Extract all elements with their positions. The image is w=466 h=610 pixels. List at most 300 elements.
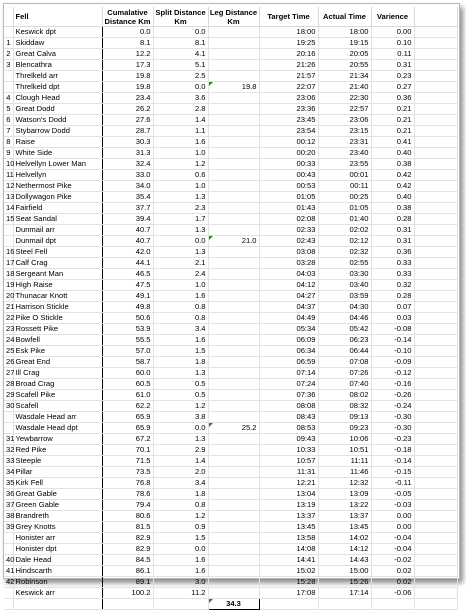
fell-name-cell[interactable] [13,335,102,346]
row-number-cell[interactable] [4,181,13,192]
cumulative-distance-cell[interactable] [102,214,153,225]
variance-cell[interactable] [371,357,414,368]
variance-cell[interactable] [371,434,414,445]
blank-cell[interactable] [414,478,457,489]
blank-cell[interactable] [414,467,457,478]
row-number-cell[interactable] [4,577,13,588]
variance-cell[interactable] [371,192,414,203]
cumulative-distance-cell[interactable] [102,27,153,38]
blank-cell[interactable] [414,566,457,577]
target-time-cell[interactable] [259,445,318,456]
blank-cell[interactable] [414,500,457,511]
fell-name-cell[interactable] [13,93,102,104]
row-number-cell[interactable] [4,236,13,247]
variance-cell[interactable] [371,214,414,225]
leg-distance-cell[interactable] [208,192,259,203]
variance-cell[interactable] [371,324,414,335]
row-number-cell[interactable] [4,137,13,148]
split-distance-cell[interactable] [153,324,208,335]
actual-time-cell[interactable] [318,170,371,181]
variance-cell[interactable] [371,522,414,533]
row-number-cell[interactable] [4,434,13,445]
leg-distance-cell[interactable] [208,423,259,434]
fell-name-cell[interactable] [13,423,102,434]
actual-time-cell[interactable] [318,27,371,38]
cumulative-distance-cell[interactable] [102,236,153,247]
variance-cell[interactable] [371,203,414,214]
blank-cell[interactable] [414,71,457,82]
leg-distance-cell[interactable] [208,379,259,390]
split-distance-cell[interactable] [153,533,208,544]
leg-distance-cell[interactable] [208,577,259,588]
variance-cell[interactable] [371,159,414,170]
cumulative-distance-cell[interactable] [102,49,153,60]
fell-name-cell[interactable] [13,489,102,500]
actual-time-cell[interactable] [318,104,371,115]
blank-cell[interactable] [414,302,457,313]
fell-name-cell[interactable] [13,577,102,588]
variance-cell[interactable] [371,555,414,566]
cumulative-distance-cell[interactable] [102,467,153,478]
leg-distance-cell[interactable] [208,313,259,324]
total-leg-cell[interactable] [208,599,259,610]
fell-name-cell[interactable] [13,434,102,445]
blank-cell[interactable] [414,357,457,368]
leg-distance-cell[interactable] [208,357,259,368]
variance-cell[interactable] [371,577,414,588]
blank-cell[interactable] [414,60,457,71]
cumulative-distance-cell[interactable] [102,544,153,555]
leg-distance-cell[interactable] [208,225,259,236]
row-number-cell[interactable] [4,346,13,357]
fell-name-cell[interactable] [13,412,102,423]
row-number-cell[interactable] [4,60,13,71]
blank-cell[interactable] [414,489,457,500]
split-distance-cell[interactable] [153,60,208,71]
blank-cell[interactable] [414,412,457,423]
variance-cell[interactable] [371,445,414,456]
fell-name-cell[interactable] [13,258,102,269]
actual-time-cell[interactable] [318,533,371,544]
variance-cell[interactable] [371,137,414,148]
fell-name-cell[interactable] [13,291,102,302]
blank-cell[interactable] [414,170,457,181]
actual-time-cell[interactable] [318,346,371,357]
cumulative-distance-cell[interactable] [102,93,153,104]
blank-cell[interactable] [414,423,457,434]
actual-time-cell[interactable] [318,148,371,159]
blank-cell[interactable] [414,445,457,456]
blank-cell[interactable] [414,544,457,555]
blank-cell[interactable] [414,313,457,324]
variance-cell[interactable] [371,93,414,104]
actual-time-cell[interactable] [318,456,371,467]
blank-cell[interactable] [414,456,457,467]
actual-time-cell[interactable] [318,203,371,214]
actual-time-cell[interactable] [318,544,371,555]
leg-distance-cell[interactable] [208,445,259,456]
row-number-cell[interactable] [4,566,13,577]
leg-distance-cell[interactable] [208,115,259,126]
cumulative-distance-cell[interactable] [102,38,153,49]
target-time-cell[interactable] [259,544,318,555]
blank-cell[interactable] [414,269,457,280]
target-time-cell[interactable] [259,148,318,159]
split-distance-cell[interactable] [153,71,208,82]
variance-cell[interactable] [371,423,414,434]
variance-cell[interactable] [371,346,414,357]
cumulative-distance-cell[interactable] [102,445,153,456]
target-time-cell[interactable] [259,258,318,269]
leg-distance-cell[interactable] [208,412,259,423]
row-number-cell[interactable] [4,159,13,170]
leg-distance-cell[interactable] [208,324,259,335]
row-number-cell[interactable] [4,379,13,390]
actual-time-cell[interactable] [318,302,371,313]
split-distance-cell[interactable] [153,445,208,456]
split-distance-cell[interactable] [153,401,208,412]
leg-distance-cell[interactable] [208,159,259,170]
split-distance-cell[interactable] [153,27,208,38]
row-number-cell[interactable] [4,192,13,203]
actual-time-cell[interactable] [318,522,371,533]
actual-time-cell[interactable] [318,335,371,346]
row-number-cell[interactable] [4,170,13,181]
row-number-cell[interactable] [4,357,13,368]
blank-cell[interactable] [414,522,457,533]
fell-name-cell[interactable] [13,445,102,456]
leg-distance-cell[interactable] [208,93,259,104]
actual-time-cell[interactable] [318,467,371,478]
blank-cell[interactable] [414,236,457,247]
blank-cell[interactable] [414,225,457,236]
row-number-cell[interactable] [4,269,13,280]
blank-cell[interactable] [414,38,457,49]
blank-cell[interactable] [414,192,457,203]
row-number-cell[interactable] [4,445,13,456]
fell-name-cell[interactable] [13,137,102,148]
split-distance-cell[interactable] [153,214,208,225]
variance-cell[interactable] [371,511,414,522]
split-distance-cell[interactable] [153,280,208,291]
leg-distance-cell[interactable] [208,247,259,258]
cumulative-distance-cell[interactable] [102,159,153,170]
leg-distance-cell[interactable] [208,335,259,346]
target-time-cell[interactable] [259,555,318,566]
blank-cell[interactable] [414,214,457,225]
cumulative-distance-cell[interactable] [102,489,153,500]
blank-cell[interactable] [414,27,457,38]
actual-time-cell[interactable] [318,247,371,258]
actual-time-cell[interactable] [318,71,371,82]
variance-cell[interactable] [371,379,414,390]
fell-name-cell[interactable] [13,247,102,258]
target-time-cell[interactable] [259,38,318,49]
target-time-cell[interactable] [259,302,318,313]
target-time-cell[interactable] [259,390,318,401]
target-time-cell[interactable] [259,225,318,236]
fell-name-cell[interactable] [13,192,102,203]
split-distance-cell[interactable] [153,93,208,104]
actual-time-cell[interactable] [318,390,371,401]
fell-name-cell[interactable] [13,478,102,489]
fell-name-cell[interactable] [13,38,102,49]
cumulative-distance-cell[interactable] [102,280,153,291]
target-time-cell[interactable] [259,335,318,346]
cumulative-distance-cell[interactable] [102,588,153,599]
variance-cell[interactable] [371,38,414,49]
cumulative-distance-cell[interactable] [102,258,153,269]
actual-time-cell[interactable] [318,82,371,93]
leg-distance-cell[interactable] [208,82,259,93]
split-distance-cell[interactable] [153,368,208,379]
row-number-cell[interactable] [4,93,13,104]
split-distance-cell[interactable] [153,49,208,60]
fell-name-cell[interactable] [13,467,102,478]
target-time-cell[interactable] [259,170,318,181]
target-time-cell[interactable] [259,93,318,104]
actual-time-cell[interactable] [318,291,371,302]
actual-time-cell[interactable] [318,478,371,489]
row-number-cell[interactable] [4,500,13,511]
leg-distance-cell[interactable] [208,170,259,181]
cumulative-distance-cell[interactable] [102,555,153,566]
cumulative-distance-cell[interactable] [102,126,153,137]
split-distance-cell[interactable] [153,159,208,170]
split-distance-cell[interactable] [153,390,208,401]
row-number-cell[interactable] [4,511,13,522]
blank-cell[interactable] [414,93,457,104]
row-number-cell[interactable] [4,38,13,49]
fell-name-cell[interactable] [13,566,102,577]
fell-name-cell[interactable] [13,214,102,225]
variance-cell[interactable] [371,126,414,137]
actual-time-cell[interactable] [318,137,371,148]
cumulative-distance-cell[interactable] [102,313,153,324]
row-number-cell[interactable] [4,203,13,214]
fell-name-cell[interactable] [13,27,102,38]
blank-cell[interactable] [414,247,457,258]
variance-cell[interactable] [371,27,414,38]
blank-cell[interactable] [414,335,457,346]
split-distance-cell[interactable] [153,522,208,533]
actual-time-cell[interactable] [318,434,371,445]
cumulative-distance-cell[interactable] [102,478,153,489]
split-distance-cell[interactable] [153,500,208,511]
variance-cell[interactable] [371,368,414,379]
target-time-cell[interactable] [259,511,318,522]
leg-distance-cell[interactable] [208,258,259,269]
row-number-cell[interactable] [4,225,13,236]
fell-name-cell[interactable] [13,302,102,313]
row-number-cell[interactable] [4,214,13,225]
split-distance-cell[interactable] [153,170,208,181]
blank-cell[interactable] [414,346,457,357]
leg-distance-cell[interactable] [208,390,259,401]
variance-cell[interactable] [371,390,414,401]
fell-name-cell[interactable] [13,346,102,357]
fell-name-cell[interactable] [13,148,102,159]
fell-name-cell[interactable] [13,555,102,566]
target-time-cell[interactable] [259,269,318,280]
target-time-cell[interactable] [259,159,318,170]
actual-time-cell[interactable] [318,38,371,49]
actual-time-cell[interactable] [318,368,371,379]
cumulative-distance-cell[interactable] [102,379,153,390]
split-distance-cell[interactable] [153,148,208,159]
variance-cell[interactable] [371,566,414,577]
fell-name-cell[interactable] [13,236,102,247]
row-number-cell[interactable] [4,412,13,423]
target-time-cell[interactable] [259,313,318,324]
leg-distance-cell[interactable] [208,71,259,82]
variance-cell[interactable] [371,49,414,60]
split-distance-cell[interactable] [153,489,208,500]
target-time-cell[interactable] [259,566,318,577]
leg-distance-cell[interactable] [208,280,259,291]
leg-distance-cell[interactable] [208,214,259,225]
leg-distance-cell[interactable] [208,148,259,159]
actual-time-cell[interactable] [318,555,371,566]
blank-cell[interactable] [414,148,457,159]
cumulative-distance-cell[interactable] [102,60,153,71]
cumulative-distance-cell[interactable] [102,346,153,357]
blank-cell[interactable] [414,555,457,566]
row-number-cell[interactable] [4,49,13,60]
cumulative-distance-cell[interactable] [102,368,153,379]
fell-name-cell[interactable] [13,500,102,511]
actual-time-cell[interactable] [318,269,371,280]
fell-name-cell[interactable] [13,170,102,181]
target-time-cell[interactable] [259,478,318,489]
row-number-cell[interactable] [4,522,13,533]
variance-cell[interactable] [371,456,414,467]
split-distance-cell[interactable] [153,423,208,434]
actual-time-cell[interactable] [318,566,371,577]
target-time-cell[interactable] [259,192,318,203]
target-time-cell[interactable] [259,467,318,478]
fell-name-cell[interactable] [13,379,102,390]
variance-cell[interactable] [371,181,414,192]
split-distance-cell[interactable] [153,192,208,203]
target-time-cell[interactable] [259,280,318,291]
variance-cell[interactable] [371,148,414,159]
variance-cell[interactable] [371,544,414,555]
leg-distance-cell[interactable] [208,27,259,38]
fell-name-cell[interactable] [13,324,102,335]
split-distance-cell[interactable] [153,478,208,489]
row-number-cell[interactable] [4,258,13,269]
leg-distance-cell[interactable] [208,467,259,478]
split-distance-cell[interactable] [153,566,208,577]
cumulative-distance-cell[interactable] [102,423,153,434]
split-distance-cell[interactable] [153,258,208,269]
blank-cell[interactable] [414,258,457,269]
split-distance-cell[interactable] [153,247,208,258]
row-number-cell[interactable] [4,115,13,126]
target-time-cell[interactable] [259,203,318,214]
row-number-cell[interactable] [4,478,13,489]
target-time-cell[interactable] [259,126,318,137]
blank-cell[interactable] [414,280,457,291]
fell-name-cell[interactable] [13,544,102,555]
fell-name-cell[interactable] [13,60,102,71]
target-time-cell[interactable] [259,49,318,60]
blank-cell[interactable] [414,588,457,599]
actual-time-cell[interactable] [318,236,371,247]
actual-time-cell[interactable] [318,500,371,511]
cumulative-distance-cell[interactable] [102,115,153,126]
variance-cell[interactable] [371,115,414,126]
target-time-cell[interactable] [259,247,318,258]
variance-cell[interactable] [371,313,414,324]
cumulative-distance-cell[interactable] [102,456,153,467]
variance-cell[interactable] [371,588,414,599]
fell-name-cell[interactable] [13,588,102,599]
row-number-cell[interactable] [4,544,13,555]
target-time-cell[interactable] [259,181,318,192]
fell-name-cell[interactable] [13,82,102,93]
cumulative-distance-cell[interactable] [102,247,153,258]
cumulative-distance-cell[interactable] [102,170,153,181]
leg-distance-cell[interactable] [208,566,259,577]
target-time-cell[interactable] [259,379,318,390]
row-number-cell[interactable] [4,533,13,544]
cumulative-distance-cell[interactable] [102,137,153,148]
cumulative-distance-cell[interactable] [102,148,153,159]
actual-time-cell[interactable] [318,357,371,368]
actual-time-cell[interactable] [318,401,371,412]
variance-cell[interactable] [371,478,414,489]
split-distance-cell[interactable] [153,137,208,148]
leg-distance-cell[interactable] [208,137,259,148]
cumulative-distance-cell[interactable] [102,401,153,412]
variance-cell[interactable] [371,401,414,412]
cumulative-distance-cell[interactable] [102,302,153,313]
variance-cell[interactable] [371,412,414,423]
blank-cell[interactable] [414,511,457,522]
target-time-cell[interactable] [259,115,318,126]
target-time-cell[interactable] [259,357,318,368]
split-distance-cell[interactable] [153,236,208,247]
target-time-cell[interactable] [259,346,318,357]
actual-time-cell[interactable] [318,159,371,170]
cumulative-distance-cell[interactable] [102,181,153,192]
variance-cell[interactable] [371,258,414,269]
actual-time-cell[interactable] [318,214,371,225]
actual-time-cell[interactable] [318,280,371,291]
split-distance-cell[interactable] [153,291,208,302]
row-number-cell[interactable] [4,313,13,324]
actual-time-cell[interactable] [318,49,371,60]
target-time-cell[interactable] [259,291,318,302]
split-distance-cell[interactable] [153,577,208,588]
leg-distance-cell[interactable] [208,346,259,357]
fell-name-cell[interactable] [13,357,102,368]
leg-distance-cell[interactable] [208,434,259,445]
row-number-cell[interactable] [4,588,13,599]
actual-time-cell[interactable] [318,181,371,192]
blank-cell[interactable] [414,203,457,214]
variance-cell[interactable] [371,302,414,313]
split-distance-cell[interactable] [153,511,208,522]
blank-cell[interactable] [414,291,457,302]
blank-cell[interactable] [414,390,457,401]
target-time-cell[interactable] [259,71,318,82]
variance-cell[interactable] [371,247,414,258]
split-distance-cell[interactable] [153,357,208,368]
target-time-cell[interactable] [259,412,318,423]
